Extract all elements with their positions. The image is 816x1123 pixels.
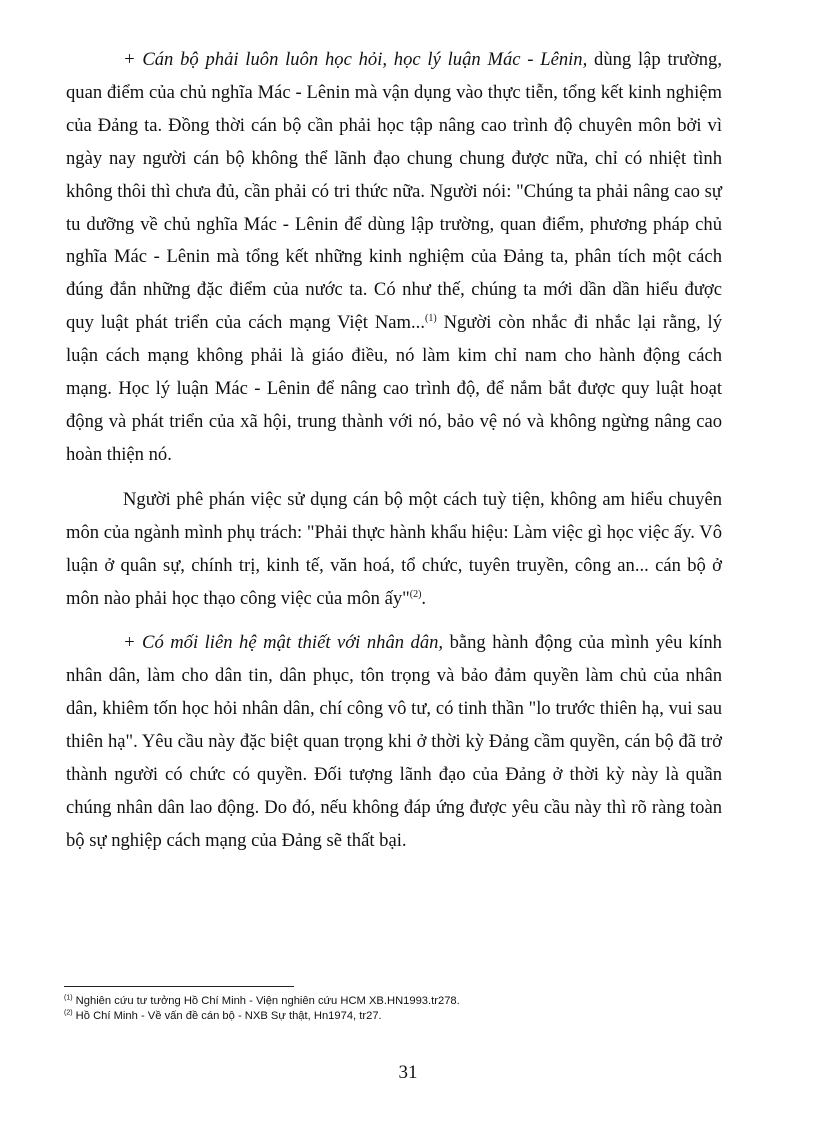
paragraph-text-continued: Người còn nhắc đi nhắc lại rằng, lý luận cách mạng không phải là giáo điều, nó làm kim chỉ nam cho hành động cách mạng. Học lý luận Mác - Lênin để nâng cao trình độ, để nắm bắt được quy luật hoạt động và phát triển của xã hội, trung thành với nó, bảo vệ nó và không ngừng nâng cao hoàn thiện nó. [66,312,722,465]
paragraph-text: Người phê phán việc sử dụng cán bộ một cách tuỳ tiện, không am hiểu chuyên môn của ngành mình phụ trách: "Phải thực hành khẩu hiệu: Làm việc gì học việc ấy. Vô luận ở quân sự, chính trị, kinh tế, văn hoá, tổ chức, tuyên truyền, công an... cán bộ ở môn nào phải học thạo công việc của môn ấy" [66,488,722,609]
footnote-item [64,994,744,1009]
footnote-text: Nghiên cứu tư tưởng Hồ Chí Minh - Viện nghiên cứu HCM XB.HN1993.tr278. [72,995,460,1007]
footnote-mark: (1) [64,994,73,1002]
paragraph-people-connection [66,627,722,857]
paragraph-text: dùng lập trường, quan điểm của chủ nghĩa Mác - Lênin mà vận dụng vào thực tiễn, tổng kết kinh nghiệm của Đảng ta. Đồng thời cán bộ cần phải học tập nâng cao trình độ chuyên môn bởi vì ngày nay người cán bộ không thể lãnh đạo chung chung được nữa, chỉ có nhiệt tình không thôi thì chưa đủ, cần phải có tri thức nữa. Người nói: "Chúng ta phải nâng cao sự tu dưỡng về chủ nghĩa Mác - Lênin để dùng lập trường, quan điểm, phương pháp chủ nghĩa Mác - Lênin mà tổng kết những kinh nghiệm của Đảng ta, phân tích một cách đúng đắn những đặc điểm của nước ta. Có như thế, chúng ta mới dần dần hiểu được quy luật phát triển của cách mạng Việt Nam... [66,49,723,334]
page-number: 31 [398,1062,418,1083]
footnote-text: Hồ Chí Minh - Về vấn đề cán bộ - NXB Sự thật, Hn1974, tr27. [72,1010,382,1022]
footnote-ref: (1) [424,313,437,325]
paragraph-text: bằng hành động của mình yêu kính nhân dân, làm cho dân tin, dân phục, tôn trọng và bảo đảm quyền làm chủ của nhân dân, khiêm tốn học hỏi nhân dân, chí công vô tư, có tinh thần "lo trước thiên hạ, vui sau thiên hạ". Yêu cầu này đặc biệt quan trọng khi ở thời kỳ Đảng cầm quyền, cán bộ đã trở thành người có chức có quyền. Đối tượng lãnh đạo của Đảng ở thời kỳ này là quần chúng nhân dân lao động. Do đó, nếu không đáp ứng được yêu cầu này thì rõ ràng toàn bộ sự nghiệp cách mạng của Đảng sẽ thất bại. [66,632,722,851]
footnote-item [64,1009,744,1024]
paragraph-text-continued: . [421,587,427,609]
footnote-divider [64,986,294,987]
paragraph-study-theory [66,44,722,472]
paragraph-lead-italic: + Có mối liên hệ mật thiết với nhân dân, [123,632,444,654]
footnote-mark: (2) [64,1009,73,1017]
footnotes [64,994,744,1024]
body-text [66,44,722,858]
paragraph-criticism [66,484,722,616]
footnote-ref: (2) [409,588,422,600]
paragraph-lead-italic: + Cán bộ phải luôn luôn học hỏi, học lý luận Mác - Lênin, [123,49,588,70]
